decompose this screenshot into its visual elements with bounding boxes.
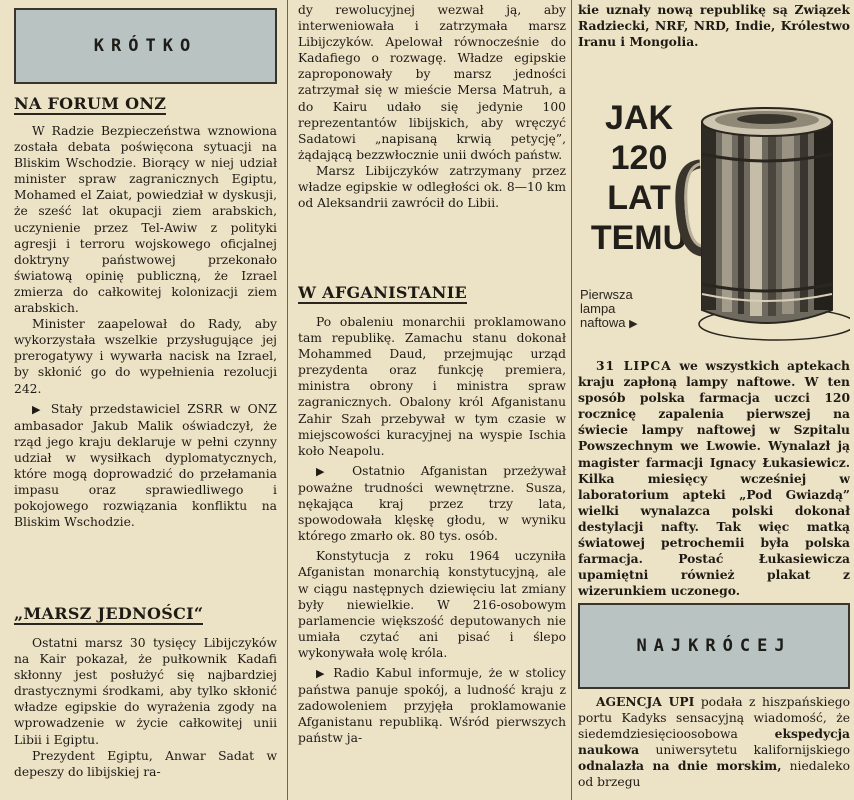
najkrocej-text-1: podała z hiszpańskiego portu Kadyks sensacyjną wiadomość, że siedemdziesięcioosobowa	[578, 695, 850, 742]
article-marsz	[14, 604, 277, 780]
column-rule-1	[287, 0, 288, 800]
article-onz	[14, 94, 277, 530]
najkrocej-item	[578, 694, 850, 791]
article-marsz-p1: Ostatni marsz 30 tysięcy Libijczyków na Kair pokazał, że pułkownik Kadafi skłonny jest posłużyć się najbardziej drastycznymi środkami, aby tylko skłonić władze egipskie do wyrażenia zgody na wprowadzenie w życie całkowitej unii Libii i Egiptu.	[14, 636, 277, 747]
najkrocej-bold-1: ekspedycja naukowa	[578, 726, 850, 758]
article-onz-p3: Stały przedstawiciel ZSRR w ONZ ambasador Jakub Malik oświadczył, że rząd jego kraju deklaruje w pełni czynny udział w wysiłkach dyplomatycznych, które mogą doprowadzić do przełamania impasu oraz sprawiedliwego i pokojowego rozwiązania konfliktu na Bliskim Wschodzie.	[14, 401, 277, 530]
ad-caption-1: Pierwsza	[580, 287, 633, 302]
article-afg-cont: kie uznały nową republikę są Związek Radziecki, NRF, NRD, Indie, Królestwo Iranu i Mongolia.	[578, 2, 850, 50]
article-afg-p1: Po obaleniu monarchii proklamowano tam republikę. Zamachu stanu dokonał Mohammed Daud, przejmując urząd prezydenta oraz funkcję premiera, ministra obrony i ministra spraw zagranicznych. Obalony król Afganistanu Zahir Szah przebywał w tym czasie w miejscowości kuracyjnej na wyspie Ischia koło Neapolu.	[298, 315, 566, 458]
ad-line-120: 120	[610, 139, 668, 177]
article-afg	[298, 283, 566, 746]
article-marsz-title: „MARSZ JEDNOŚCI“	[14, 604, 204, 623]
arrow-icon: ▶	[316, 464, 337, 478]
arrow-icon: ▶	[32, 402, 44, 416]
column-1	[14, 0, 277, 800]
article-afg-p3: Konstytucja z roku 1964 uczyniła Afganistan monarchią konstytucyjną, ale w ciągu następnych dziewięciu lat zmiany były niewielkie. W 216-osobowym parlamencie większość deputowanych nie umiała czytać ani pisać i ślepo wykonywała wolę króla.	[298, 549, 566, 660]
article-afg-title: W AFGANISTANIE	[298, 283, 468, 302]
article-marsz-cont2: Marsz Libijczyków zatrzymany przez władze egipskie w odległości ok. 8—10 km od Aleksandrii zawrócił do Libii.	[298, 163, 566, 211]
ad-line-lat: LAT	[607, 179, 671, 217]
article-onz-p2: Minister zaapelował do Rady, aby wykorzystała wszelkie przysługujące jej prerogatywy i wywarła nacisk na Izrael, by skłonić go do wypełnienia rezolucji 242.	[14, 317, 277, 396]
ad-caption-2: lampa	[580, 301, 616, 316]
banner-krotko	[14, 8, 277, 84]
lamp-advert	[578, 84, 850, 346]
najkrocej-bold-2: odnalazła na dnie morskim,	[578, 758, 782, 774]
arrow-icon: ▶	[316, 666, 327, 680]
ad-line-jak: JAK	[604, 99, 674, 137]
ad-caption-3: naftowa	[580, 315, 626, 330]
banner-najkrocej-label: NAJKRÓCEJ	[636, 636, 792, 656]
ad-lead: 31 LIPCA	[596, 358, 672, 373]
banner-krotko-label: KRÓTKO	[93, 36, 198, 56]
ad-body-text: we wszystkich aptekach kraju zapłoną lampy naftowe. W ten sposób polska farmacja uczci 120 rocznicę zapalenia pierwszej na świecie lampy naftowej w Szpitalu Powszechnym we Lwowie. Wynalazł ją magister farmacji Ignacy Łukasiewicz. Kilka miesięcy wcześniej w laboratorium apteki „Pod Gwiazdą” wielki wynalazca polski dokonał destylacji nafty. Tak więc matką światowej petrochemii była polska farmacja. Postać Łukasiewicza upamiętni również plakat z wizerunkiem uczonego.	[578, 358, 850, 599]
column-rule-2	[571, 0, 572, 800]
article-onz-p1: W Radzie Bezpieczeństwa wznowiona została debata poświęcona sytuacji na Bliskim Wschodzie. Biorący w niej udział minister spraw zagranicznych Egiptu, Mohamed el Zaiat, powiedział w dyskusji, że sześć lat okupacji ziem arabskich, uczynienie przez Tel-Awiw z polityki agresji i terroru wojskowego oficjalnej doktryny państwowej przekonało światową opinię publiczną, że Izrael zmierza do całkowitej kolonizacji ziem arabskich.	[14, 124, 277, 316]
column-2	[298, 0, 566, 800]
najkrocej-lead: AGENCJA UPI	[596, 694, 695, 709]
article-marsz-cont1: dy rewolucyjnej wezwał ją, aby interweniowała i zatrzymała marsz Libijczyków. Apelował równocześnie do Kadafiego o rozwagę. Władze egipskie zaproponowały by marsz jedności zatrzymał się w mieście Mersa Matruh, a do Kairu udało się jedynie 100 reprezentantów libijskich, aby wręczyć Sadatowi „napisaną krwią petycję”, żądającą bezzwłocznie unii dwóch państw.	[298, 3, 566, 162]
ad-body	[578, 358, 850, 599]
article-marsz-p2: Prezydent Egiptu, Anwar Sadat w depeszy do libijskiej ra-	[14, 748, 277, 779]
banner-najkrocej	[578, 603, 850, 689]
article-afg-p2: Ostatnio Afganistan przeżywał poważne trudności wewnętrzne. Susza, nękająca kraj przez trzy lata, spowodowała klęskę głodu, w wyniku którego zmarło ok. 80 tys. osób.	[298, 463, 566, 544]
najkrocej-text-2: uniwersytetu kalifornijskiego	[655, 743, 850, 758]
column-3	[578, 0, 850, 800]
najkrocej-text-3: niedaleko od brzegu	[578, 759, 850, 790]
ad-line-temu: TEMU	[590, 219, 688, 257]
arrow-icon: ▶	[629, 318, 638, 330]
article-afg-p4: Radio Kabul informuje, że w stolicy państwa panuje spokój, a ludność kraju z zadowoleniem przyjęła proklamowanie Afganistanu republiką. Wśród pierwszych państw ja-	[298, 665, 566, 746]
article-onz-title: NA FORUM ONZ	[14, 94, 167, 113]
oil-lamp-illustration	[672, 84, 850, 346]
